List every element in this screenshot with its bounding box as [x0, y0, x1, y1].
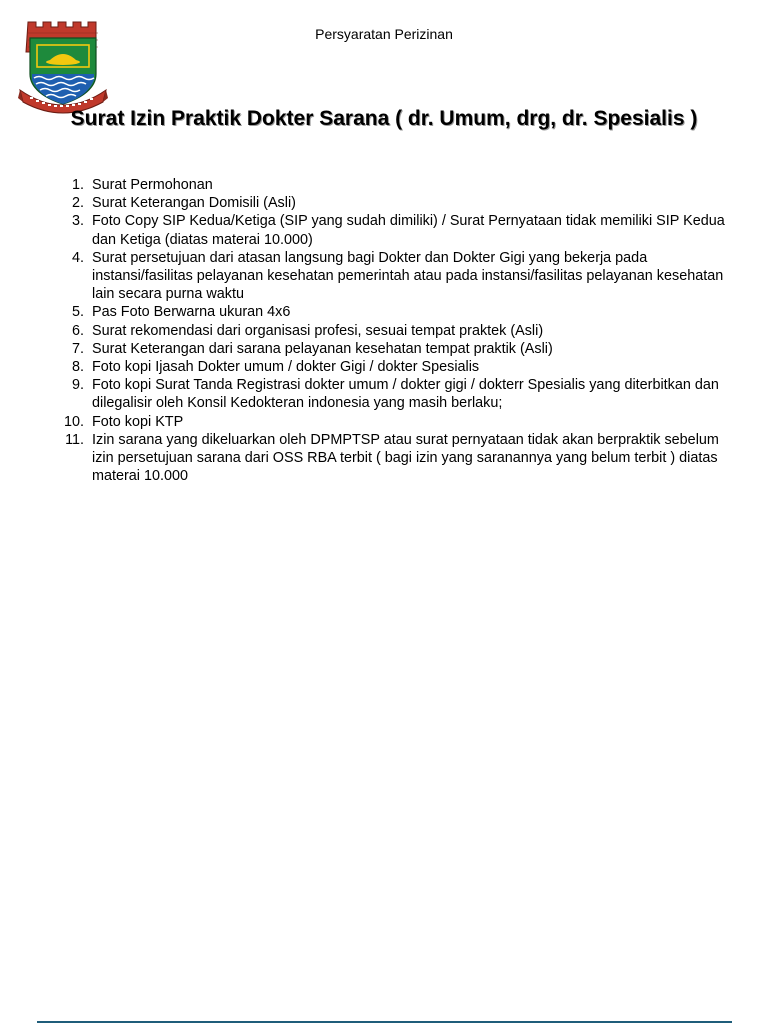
requirement-text: Foto kopi Surat Tanda Registrasi dokter umum / dokter gigi / dokterr Spesialis yang diterbitkan dan dilegalisir oleh Konsil Kedokteran indonesia yang masih berlaku; — [92, 377, 719, 412]
requirement-number: 4. — [71, 249, 84, 266]
requirement-item — [58, 413, 738, 431]
requirement-item — [58, 249, 738, 304]
requirement-text: Surat persetujuan dari atasan langsung bagi Dokter dan Dokter Gigi yang bekerja pada instansi/fasilitas pelayanan kesehatan pemerintah atau pada instansi/fasilitas pelayanan kesehatan lain secara purna waktu — [92, 249, 724, 303]
requirement-text: Surat Keterangan dari sarana pelayanan kesehatan tempat praktik (Asli) — [92, 340, 553, 357]
requirement-item — [58, 376, 738, 412]
requirement-item — [58, 176, 738, 194]
requirement-number: 2. — [71, 195, 84, 212]
requirement-item — [58, 358, 738, 376]
requirement-item — [58, 194, 738, 212]
requirement-number: 1. — [71, 177, 84, 193]
requirement-text: Foto Copy SIP Kedua/Ketiga (SIP yang sudah dimiliki) / Surat Pernyataan tidak memiliki SIP Kedua dan Ketiga (diatas materai 10.000) — [92, 213, 725, 248]
requirement-item — [58, 212, 738, 248]
requirement-item — [58, 322, 738, 340]
requirement-item — [58, 431, 738, 486]
requirement-number: 3. — [71, 213, 84, 230]
requirement-item — [58, 340, 738, 358]
requirement-text: Surat rekomendasi dari organisasi profesi, sesuai tempat praktek (Asli) — [92, 322, 544, 339]
requirement-number: 6. — [71, 322, 84, 339]
requirement-number: 9. — [71, 377, 84, 394]
page-header: Persyaratan Perizinan — [315, 26, 453, 42]
requirement-text: Surat Keterangan Domisili (Asli) — [92, 195, 296, 212]
requirement-text: Foto kopi KTP — [92, 413, 184, 430]
requirement-text: Surat Permohonan — [92, 177, 213, 193]
requirement-item — [58, 303, 738, 321]
requirement-text: Foto kopi Ijasah Dokter umum / dokter Gigi / dokter Spesialis — [92, 359, 480, 376]
footer-divider — [37, 1021, 732, 1023]
requirement-text: Pas Foto Berwarna ukuran 4x6 — [92, 304, 291, 321]
document-title: Surat Izin Praktik Dokter Sarana ( dr. Umum, drg, dr. Spesialis ) — [70, 107, 698, 130]
requirements-list — [58, 176, 738, 485]
requirement-number: 11. — [65, 431, 84, 448]
requirement-number: 10. — [63, 413, 84, 430]
requirement-text: Izin sarana yang dikeluarkan oleh DPMPTSP atau surat pernyataan tidak akan berpraktik sebelum izin persetujuan sarana dari OSS RBA terbit ( bagi izin yang saranannya yang belum terbit ) diatas materai 10.000 — [92, 431, 719, 485]
requirement-number: 5. — [71, 304, 84, 321]
requirement-number: 8. — [71, 359, 84, 376]
requirement-number: 7. — [71, 340, 84, 357]
regency-emblem — [18, 18, 108, 116]
